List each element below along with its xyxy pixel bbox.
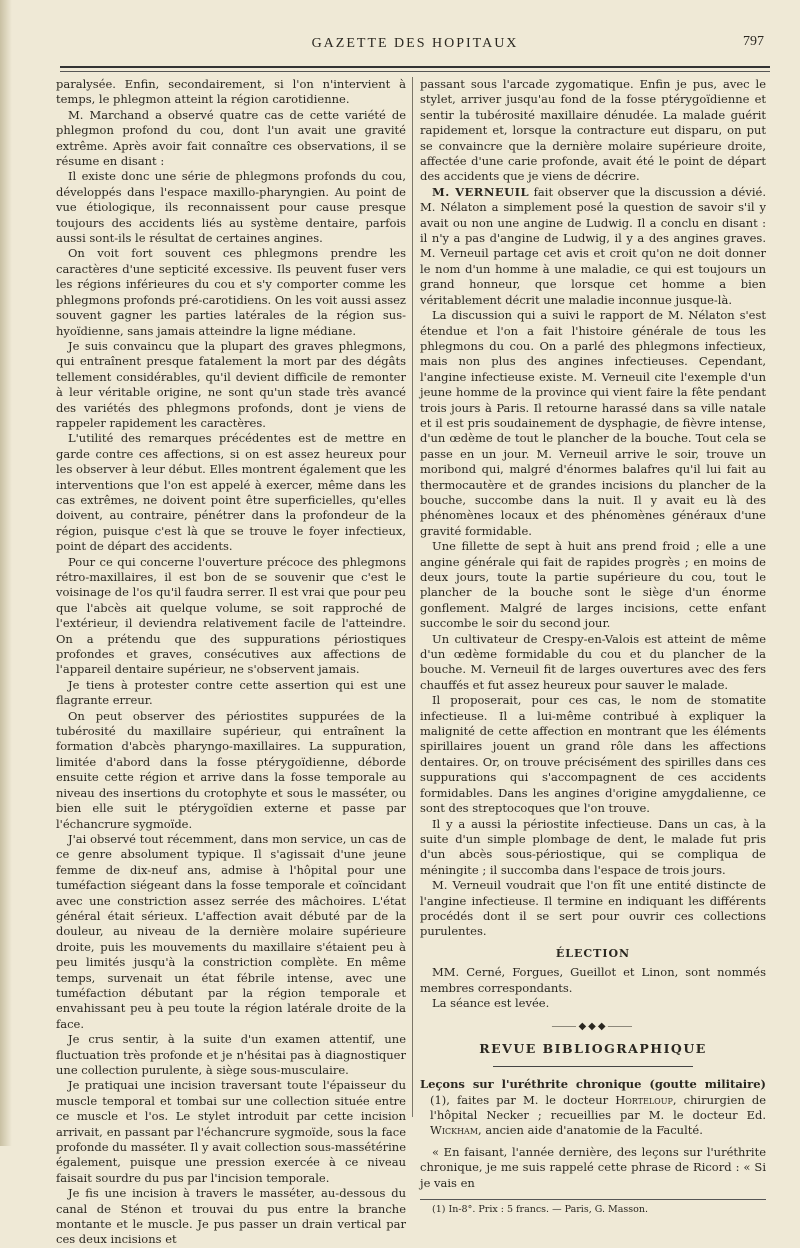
header-rule-thin [60,71,770,72]
page-number: 797 [743,34,764,49]
citation-text: , chirurgien de l'hôpital Necker ; recueillies par M. le docteur Ed. [430,1092,767,1122]
paragraph: M. Marchand a observé quatre cas de cette variété de phlegmon profond du cou, dont l'un avait une gravité extrême. Après avoir fait connaître ces observations, il se résume en disant : [56,107,406,169]
left-column [56,77,406,1248]
paragraph: M. Verneuil voudrait que l'on fît une entité distincte de l'angine infectieuse. Il termine en indiquant les différents procédés dont il se sert pour ouvrir ces collections purulentes. [420,878,766,939]
paragraph: Une fillette de sept à huit ans prend froid ; elle a une angine générale qui fait de rapides progrès ; en moins de deux jours, toute la partie supérieure du cou, tout le plancher de la bouche sont le siège d'un énorme gonflement. Malgré de larges incisions, cette enfant succombe le soir du second jour. [420,539,766,631]
running-title: GAZETTE DES HOPITAUX [311,36,519,51]
section-heading-election: ÉLECTION [555,946,631,960]
editor-name: Wickham [430,1123,479,1138]
header-rule-thick [60,66,770,68]
paragraph: paralysée. Enfin, secondairement, si l'on n'intervient à temps, le phlegmon atteint la région carotidienne. [56,77,406,107]
paragraph: Je pratiquai une incision traversant toute l'épaisseur du muscle temporal et tombai sur une collection située entre ce muscle et l'os. Le stylet introduit par cette incision arrivait, en passant par l'échancrure sygmoïde, sous la face profonde du masséter. Il y avait collection sous-massétérine également, puisque une pression exercée à ce niveau faisait sourdre du pus par l'incision temporale. [56,1078,406,1185]
book-citation [420,1077,766,1139]
speaker-name: M. VERNEUIL [432,184,530,199]
paragraph: Je fis une incision à travers le masséter, au-dessous du canal de Sténon et trouvai du pus entre la branche montante et le muscle. Je pus passer un drain vertical par ces deux incisions et [56,1186,406,1247]
paragraph: Je crus sentir, à la suite d'un examen attentif, une fluctuation très profonde et je n'hésitai pas à diagnostiquer une collection purulente, à siège sous-musculaire. [56,1032,406,1077]
footnote-rule [420,1199,766,1200]
paragraph: Il existe donc une série de phlegmons profonds du cou, développés dans l'espace maxillo-pharyngien. Au point de vue étiologique, ils reconnaissent pour cause presque toujours des accidents liés au système dentaire, parfois aussi sont-ils le résultat de certaines angines. [56,169,406,246]
paragraph: La discussion qui a suivi le rapport de M. Nélaton s'est étendue et l'on a fait l'histoire générale de tous les phlegmons du cou. On a parlé des phlegmons infectieux, mais non plus des angines infectieuses. Cependant, l'angine infectieuse existe. M. Verneuil cite l'exemple d'un jeune homme de la province qui vient faire la fête pendant trois jours à Paris. Il retourne harassé dans sa ville natale et il est pris soudainement de dysphagie, de fièvre intense, d'un œdème de tout le plancher de la bouche. Tout cela se passe en un jour. M. Verneuil arrive le soir, trouve un moribond qui, malgré d'énormes balafres qu'il lui fait au thermocautère et de grandes incisions du plancher de la bouche, succombe dans la nuit. Il y avait eu là des phénomènes locaux et des phénomènes généraux d'une gravité formidable. [420,308,766,538]
column-divider [412,77,413,1117]
right-column [420,77,766,1216]
section-heading-review: REVUE BIBLIOGRAPHIQUE [479,1040,707,1056]
page-edge-shadow [0,0,12,1146]
paragraph: MM. Cerné, Forgues, Gueillot et Linon, sont nommés membres correspondants. [420,965,766,995]
paragraph: On peut observer des périostites suppurées de la tubérosité du maxillaire supérieur, qui entraînent la formation d'abcès pharyngo-maxillaires. La suppuration, limitée d'abord dans la fosse ptérygoïdienne, déborde ensuite cette région et arrive dans la fosse temporale au niveau des insertions du crotophyte et sous le masséter, ou bien elle suit le ptérygoïdien externe et passe par l'échancrure sygmoïde. [56,708,406,831]
paragraph: Il y a aussi la périostite infectieuse. Dans un cas, à la suite d'un simple plombage de dent, le malade fut pris d'un abcès sous-périostique, qui se compliqua de méningite ; il succomba dans l'espace de trois jours. [420,816,766,877]
book-title: Leçons sur l'uréthrite chronique (goutte militaire) [420,1077,766,1092]
paragraph: Je suis convaincu que la plupart des graves phlegmons, qui entraînent presque fatalement la mort par des dégâts tellement considérables, qu'il devient difficile de remonter à leur véritable origine, ne sont qu'un stade très avancé des variétés des phlegmons profonds, dont je viens de rappeler rapidement les caractères. [56,338,406,430]
paragraph: Il proposerait, pour ces cas, le nom de stomatite infectieuse. Il a lui-même contribué à expliquer la malignité de cette affection en montrant que les éléments spirillaires jouent un grand rôle dans les affections dentaires. Or, on trouve précisément des spirilles dans ces suppurations qui s'accompagnent de ces accidents formidables. Dans les angines d'origine amygdalienne, ce sont des streptocoques que l'on trouve. [420,693,766,816]
page-header [60,36,770,58]
citation-text: , ancien aide d'anatomie de la Faculté. [478,1123,703,1138]
paragraph: Pour ce qui concerne l'ouverture précoce des phlegmons rétro-maxillaires, il est bon de se souvenir que c'est le voisinage de l'os qu'il faudra serrer. Il est vrai que pour peu que l'abcès ait quelque volume, se soit rapproché de l'extérieur, il deviendra relativement facile de l'atteindre. On a prétendu que des suppurations périostiques profondes et graves, consécutives aux affections de l'appareil dentaire supérieur, ne s'observent jamais. [56,554,406,677]
heading-underline [493,1066,693,1067]
paragraph: On voit fort souvent ces phlegmons prendre les caractères d'une septicité excessive. Ils peuvent fuser vers les régions inférieures du cou et s'y comporter comme les phlegmons profonds pré-carotidiens. On les voit aussi assez souvent gagner les parties latérales de la région sus-hyoïdienne, sans jamais atteindre la ligne médiane. [56,246,406,338]
paragraph: Je tiens à protester contre cette assertion qui est une flagrante erreur. [56,677,406,708]
paragraph: passant sous l'arcade zygomatique. Enfin je pus, avec le stylet, arriver jusqu'au fond de la fosse ptérygoïdienne et sentir la tubérosité maxillaire dénudée. La malade guérit rapidement et, lorsque la contracture eut disparu, on put se convaincre que la dernière molaire supérieure droite, affectée d'une carie profonde, avait été le point de départ des accidents que je viens de décrire. [420,77,766,184]
paragraph: Un cultivateur de Crespy-en-Valois est atteint de même d'un œdème formidable du cou et du plancher de la bouche. M. Verneuil fit de larges ouvertures avec des fers chauffés et fut assez heureux pour sauver le malade. [420,631,766,692]
footnote: (1) In-8°. Prix : 5 francs. — Paris, G. Masson. [432,1204,649,1216]
paragraph: J'ai observé tout récemment, dans mon service, un cas de ce genre absolument typique. Il s'agissait d'une jeune femme de dix-neuf ans, admise à l'hôpital pour une tuméfaction siégeant dans la fosse temporale et coïncidant avec une constriction assez serrée des mâchoires. L'état général était sérieux. L'affection avait débuté par de la douleur, au niveau de la dernière molaire supérieure droite, puis les mouvements du maxillaire s'étaient peu à peu limités jusqu'à la constriction complète. En même temps, survenait un état fébrile intense, avec une tuméfaction débutant par la région temporale et envahissant peu à peu toute la région latérale droite de la face. [56,831,406,1031]
citation-text: (1), faites par M. le docteur [430,1092,616,1107]
author-name: Horteloup [615,1092,673,1107]
section-ornament: ⸻◆◆◆⸻ [551,1021,635,1033]
paragraph: La séance est levée. [432,995,550,1010]
paragraph: « En faisant, l'année dernière, des leçons sur l'uréthrite chronique, je me suis rappelé cette phrase de Ricord : « Si je vais en [420,1144,766,1190]
paragraph-text: fait observer que la discussion a dévié. M. Nélaton a simplement posé la question de savoir s'il y avait ou non une angine de Ludwig. Il a conclu en disant : il n'y a pas d'angine de Ludwig, il y a des angines graves. M. Verneuil partage cet avis et croit qu'on ne doit donner le nom d'un homme à une maladie, ce qui est toujours un grand honneur, que lorsque cet homme a bien véritablement décrit une maladie inconnue jusque-là. [420,184,766,307]
paragraph [420,185,766,308]
paragraph: L'utilité des remarques précédentes est de mettre en garde contre ces affections, si on est assez heureux pour les observer à leur début. Elles montrent également que les interventions que l'on est appelé à exercer, même dans les cas extrêmes, ne doivent point être superficielles, qu'elles doivent, au contraire, pénétrer dans la profondeur de la région, puisque c'est là que se trouve le foyer infectieux, point de départ des accidents. [56,431,406,554]
